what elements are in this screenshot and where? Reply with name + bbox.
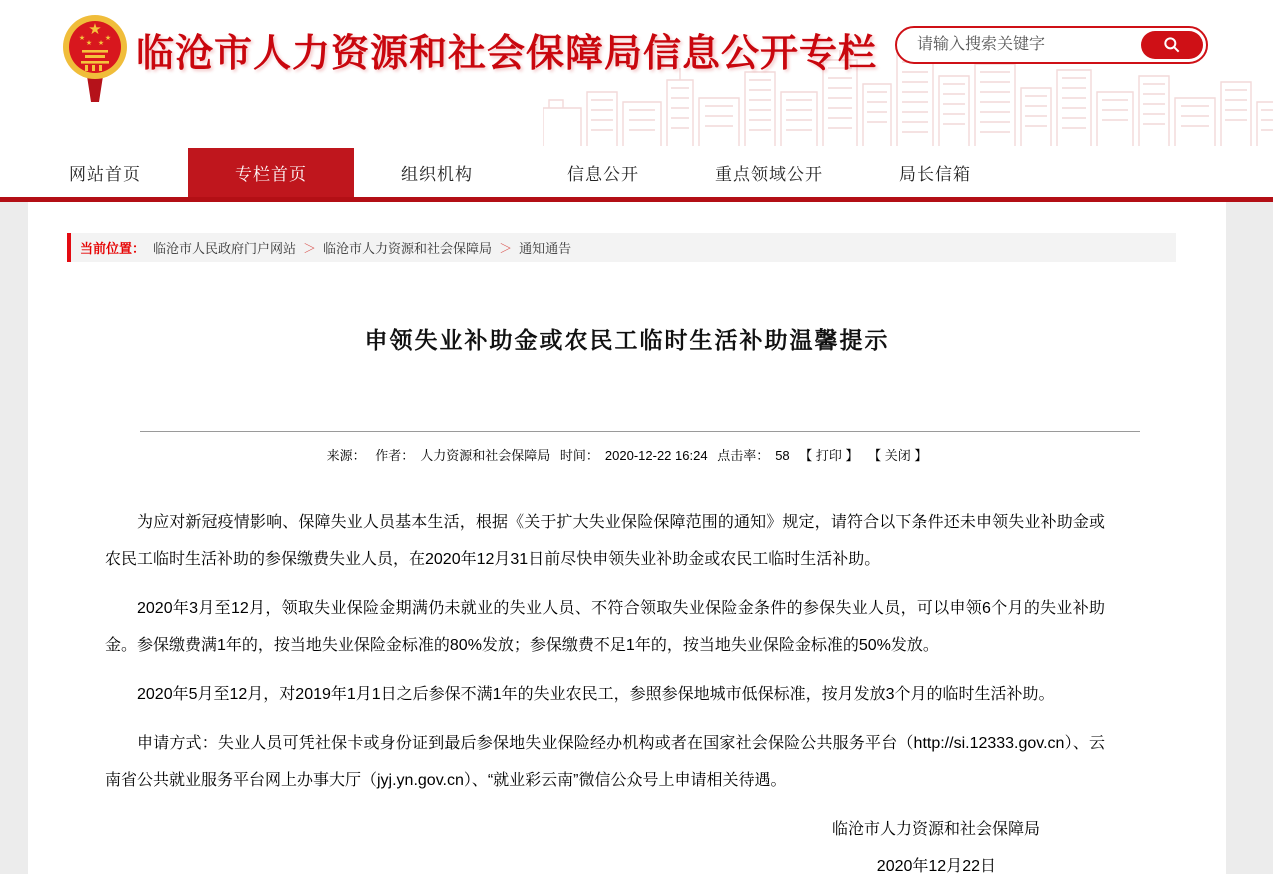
nav-item-director-mailbox[interactable]	[852, 148, 1018, 197]
content-area	[0, 202, 1273, 874]
print-button[interactable]: 【 打印 】	[799, 448, 859, 463]
nav-item-organization[interactable]	[354, 148, 520, 197]
svg-text:★: ★	[88, 21, 102, 38]
nav-item-column-home[interactable]	[188, 148, 354, 197]
svg-text:★: ★	[104, 35, 112, 42]
article-paragraph: 2020年5月至12月，对2019年1月1日之后参保不满1年的失业农民工，参照参保地城市低保标准，按月发放3个月的临时生活补助。	[137, 686, 1055, 703]
main-nav	[0, 148, 1273, 197]
article-paragraph: 申请方式：失业人员可凭社保卡或身份证到最后参保地失业保险经办机构或者在国家社会保险公共服务平台（http://si.12333.gov.cn）、云南省公共就业服务平台网上办事大厅（jyj.yn.gov.cn）、“就业彩云南”微信公众号上申请相关待遇。	[105, 735, 1105, 789]
article-container	[28, 202, 1226, 874]
nav-item-info-disclosure[interactable]	[520, 148, 686, 197]
site-title: 临沧市人力资源和社会保障局信息公开专栏	[136, 33, 878, 75]
signature-date: 2020年12月22日	[876, 858, 996, 874]
article-meta	[28, 445, 1226, 464]
breadcrumb-link-bureau[interactable]: 临沧市人力资源和社会保障局	[323, 241, 493, 256]
site-header	[0, 0, 1273, 148]
national-emblem-icon	[62, 10, 128, 104]
nav-label: 专栏首页	[235, 165, 307, 184]
signature-org: 临沧市人力资源和社会保障局	[831, 821, 1040, 838]
svg-text:★: ★	[97, 40, 105, 47]
nav-label: 组织机构	[401, 165, 473, 184]
article-paragraph: 2020年3月至12月，领取失业保险金期满仍未就业的失业人员、不符合领取失业保险金条件的参保失业人员，可以申领6个月的失业补助金。参保缴费满1年的，按当地失业保险金标准的80%发放；参保缴费不足1年的，按当地失业保险金标准的50%发放。	[105, 600, 1105, 654]
nav-item-key-areas[interactable]	[686, 148, 852, 197]
nav-label: 重点领域公开	[715, 165, 823, 184]
svg-text:★: ★	[85, 40, 93, 47]
breadcrumb-link-portal[interactable]: 临沧市人民政府门户网站	[153, 241, 297, 256]
nav-label: 局长信箱	[899, 165, 971, 184]
meta-time-value: 2020-12-22 16:24	[604, 448, 708, 463]
breadcrumb	[67, 233, 1176, 262]
article-body	[105, 504, 1105, 874]
breadcrumb-separator: ＞	[303, 241, 317, 256]
search-input[interactable]	[915, 30, 1130, 60]
breadcrumb-separator: ＞	[499, 241, 513, 256]
meta-source-label: 来源：	[326, 448, 366, 463]
meta-divider	[140, 431, 1140, 432]
meta-hits-value: 58	[775, 448, 790, 463]
svg-text:★: ★	[78, 35, 86, 42]
breadcrumb-label: 当前位置：	[80, 241, 146, 256]
article-title: 申领失业补助金或农民工临时生活补助温馨提示	[364, 327, 890, 353]
search-box	[895, 26, 1208, 64]
meta-author-label: 作者：	[375, 448, 415, 463]
search-button[interactable]	[1141, 31, 1203, 59]
meta-hits-label: 点击率：	[717, 448, 770, 463]
meta-author-value: 人力资源和社会保障局	[420, 448, 551, 463]
article-paragraph: 为应对新冠疫情影响、保障失业人员基本生活，根据《关于扩大失业保险保障范围的通知》规定，请符合以下条件还未申领失业补助金或农民工临时生活补助的参保缴费失业人员，在2020年12月31日前尽快申领失业补助金或农民工临时生活补助。	[105, 514, 1105, 568]
nav-label: 信息公开	[567, 165, 639, 184]
nav-label: 网站首页	[69, 165, 141, 184]
breadcrumb-link-notices[interactable]: 通知通告	[519, 241, 572, 256]
meta-time-label: 时间：	[559, 448, 599, 463]
close-button[interactable]: 【 关闭 】	[868, 448, 928, 463]
nav-item-site-home[interactable]	[22, 148, 188, 197]
search-icon	[1162, 35, 1182, 55]
